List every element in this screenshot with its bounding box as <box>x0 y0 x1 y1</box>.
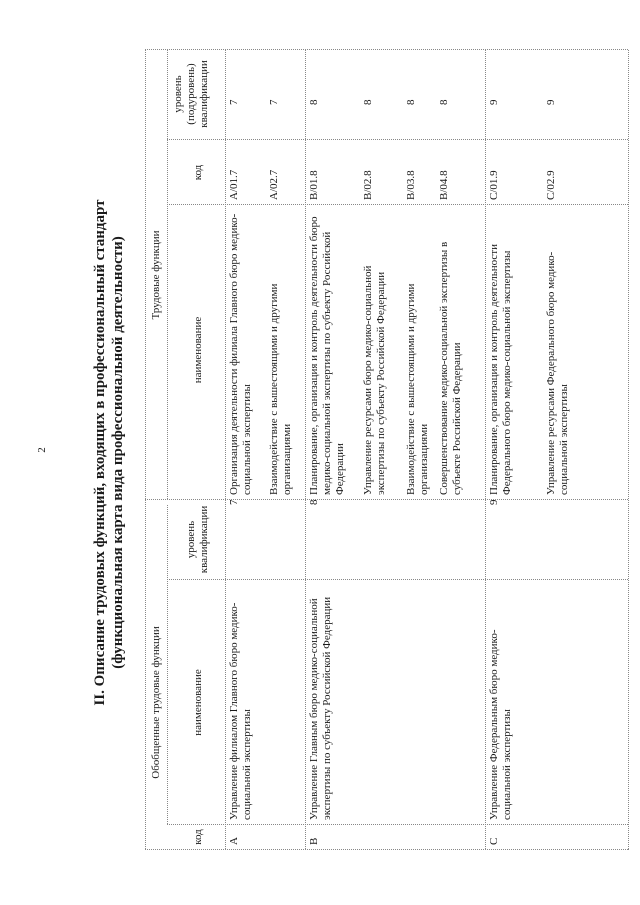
page-number: 2 <box>36 447 48 453</box>
row-a-name: Управление филиалом Главного бюро медико-социальной экспертизы <box>228 602 253 820</box>
tf-c1-code: C/01.9 <box>488 170 500 200</box>
tf-a2-level: 7 <box>268 99 280 105</box>
row-c-code: C <box>488 837 500 845</box>
header-tf-name: наименование <box>192 316 204 384</box>
tf-b2-code: B/02.8 <box>362 170 374 200</box>
tf-b1-level: 8 <box>308 99 320 105</box>
tf-c2-name: Управление ресурсами Федерального бюро медико-социальной экспертизы <box>545 251 570 495</box>
tf-b2-name: Управление ресурсами бюро медико-социальной экспертизы по субъекту Российской Федерации <box>362 265 387 495</box>
tf-b3-code: B/03.8 <box>405 170 417 200</box>
section-subtitle: (функциональная карта вида профессиональной деятельности) <box>110 236 126 669</box>
tf-a2-name: Взаимодействие с вышестоящими и другими организациями <box>268 283 293 495</box>
row-b-name: Управление Главным бюро медико-социальной экспертизы по субъекту Российской Федерации <box>308 596 333 820</box>
tf-c2-code: C/02.9 <box>545 170 557 200</box>
tf-b4-code: B/04.8 <box>438 170 450 200</box>
row-a-level: 7 <box>228 499 240 505</box>
row-c-level: 9 <box>488 499 500 505</box>
tf-b1-code: B/01.8 <box>308 170 320 200</box>
header-qual-level: уровень квалификации <box>185 505 210 574</box>
tf-b4-level: 8 <box>438 99 450 105</box>
row-a-code: A <box>228 837 240 845</box>
header-labor-functions: Трудовые функции <box>150 230 162 320</box>
tf-b2-level: 8 <box>362 99 374 105</box>
tf-b1-name: Планирование, организация и контроль деятельности бюро медико-социальной экспертизы по субъекту Российской Федерации <box>308 216 346 495</box>
header-tf-level: уровень (подуровень) квалификации <box>172 60 210 128</box>
tf-b3-name: Взаимодействие с вышестоящими и другими организациями <box>405 283 430 495</box>
row-b-code: B <box>308 837 320 845</box>
tf-a1-level: 7 <box>228 99 240 105</box>
tf-c1-name: Планирование, организация и контроль деятельности Федерального бюро медико-социальной экспертизы <box>488 244 513 495</box>
header-tf-code: код <box>192 164 204 181</box>
tf-a1-code: A/01.7 <box>228 169 240 200</box>
tf-a2-code: A/02.7 <box>268 169 280 200</box>
tf-b4-name: Совершенствование медико-социальной экспертизы в субъекте Российской Федерации <box>438 241 463 495</box>
tf-c2-level: 9 <box>545 99 557 105</box>
row-c-name: Управление Федеральным бюро медико-социальной экспертизы <box>488 629 513 820</box>
tf-c1-level: 9 <box>488 99 500 105</box>
tf-b3-level: 8 <box>405 99 417 105</box>
row-b-level: 8 <box>308 499 320 505</box>
section-title: II. Описание трудовых функций, входящих в профессиональный стандарт <box>92 199 108 706</box>
header-name: наименование <box>192 669 204 736</box>
tf-a1-name: Организация деятельности филиала Главного бюро медико-социальной экспертизы <box>228 213 253 495</box>
header-generalized-functions: Обобщенные трудовые функции <box>150 626 162 779</box>
header-code: код <box>192 829 204 845</box>
